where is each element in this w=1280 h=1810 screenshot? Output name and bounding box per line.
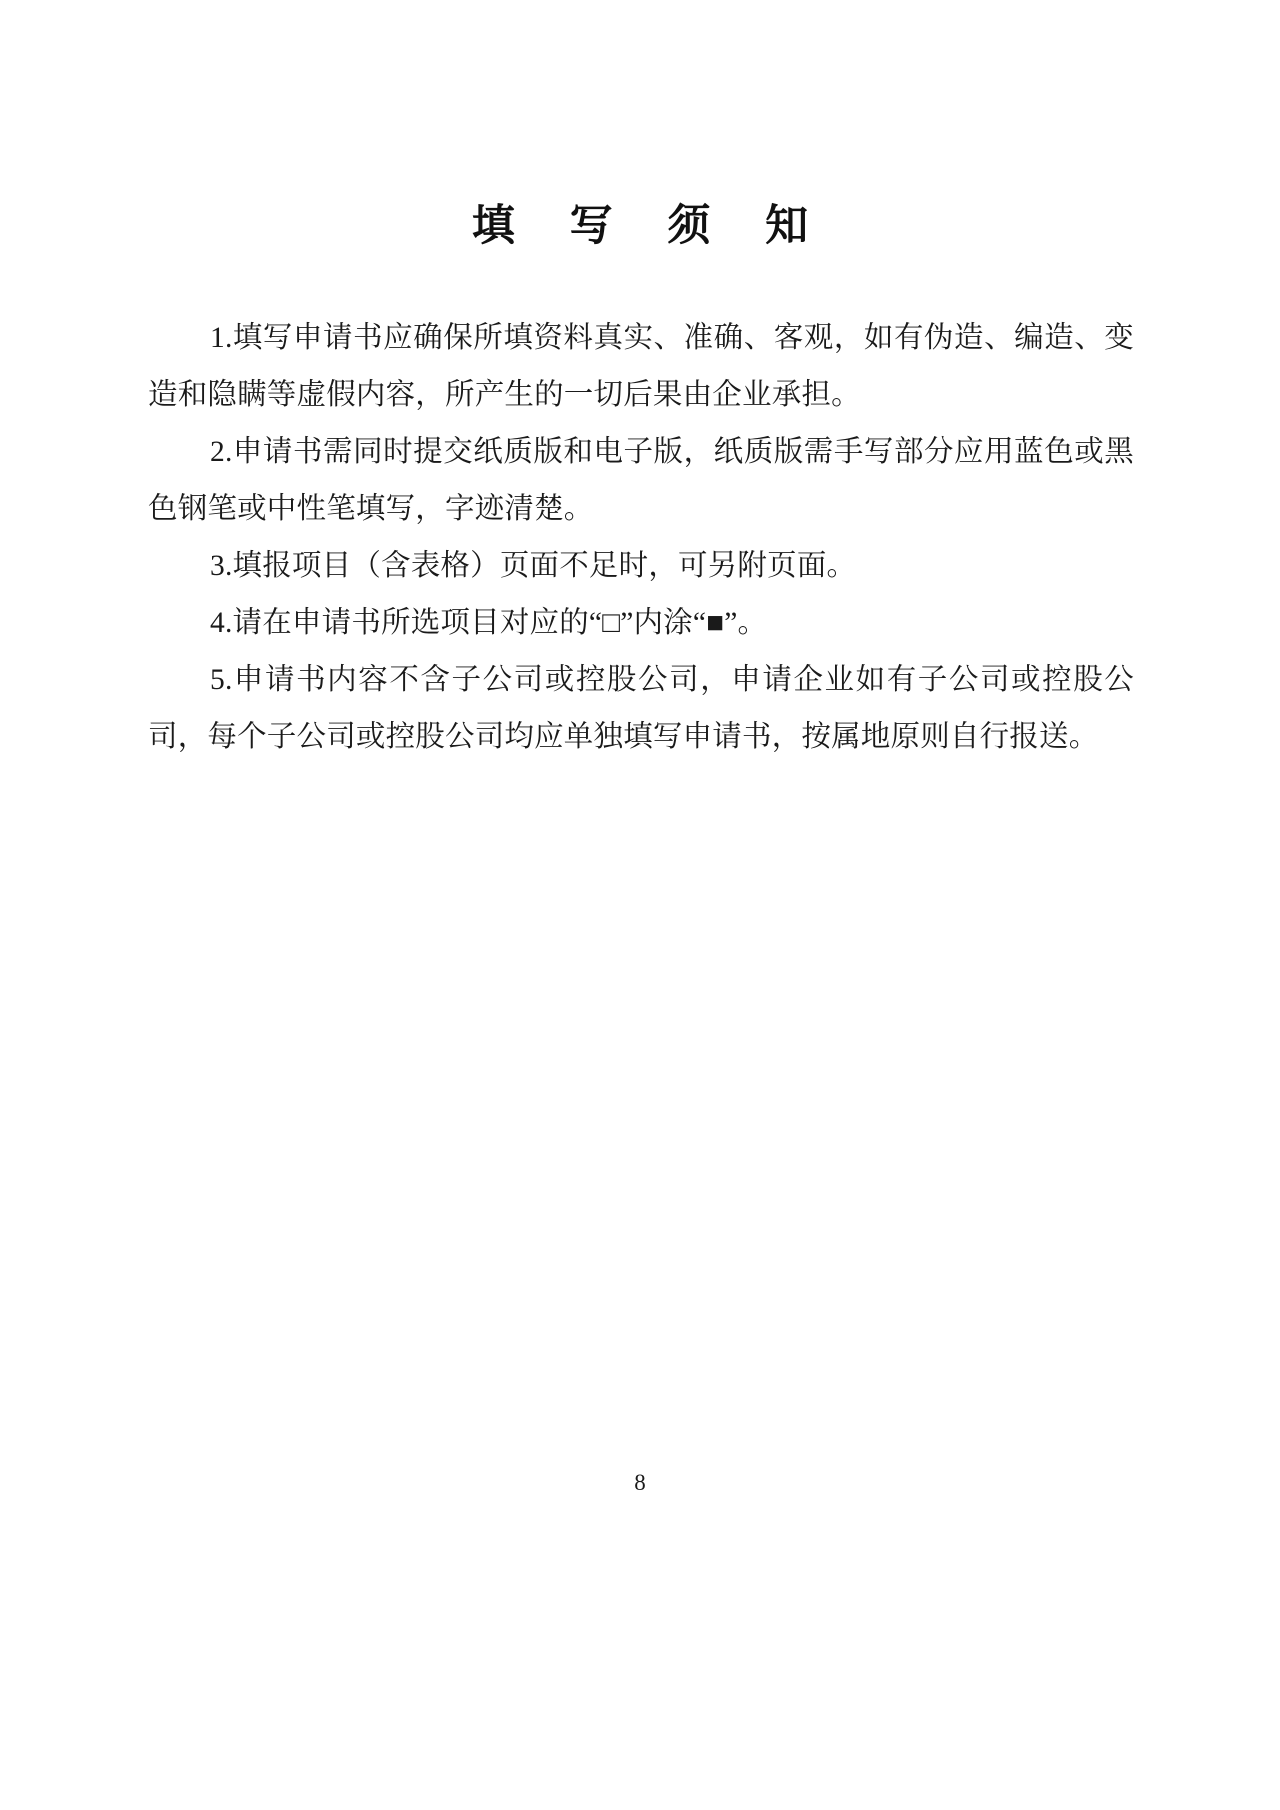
notice-paragraph-3: 3.填报项目（含表格）页面不足时，可另附页面。 — [210, 550, 857, 582]
page-number: 8 — [634, 1470, 646, 1495]
notice-paragraph-5: 5.申请书内容不含子公司或控股公司，申请企业如有子公司或控股公司，每个子公司或控股公司均应单独填写申请书，按属地原则自行报送。 — [148, 664, 1134, 753]
page-title: 填 写 须 知 — [471, 202, 831, 250]
notice-body — [148, 310, 1134, 766]
notice-paragraph-2: 2.申请书需同时提交纸质版和电子版，纸质版需手写部分应用蓝色或黑色钢笔或中性笔填写，字迹清楚。 — [148, 436, 1134, 525]
notice-paragraph-1: 1.填写申请书应确保所填资料真实、准确、客观，如有伪造、编造、变造和隐瞒等虚假内容，所产生的一切后果由企业承担。 — [148, 322, 1134, 411]
notice-paragraph-4: 4.请在申请书所选项目对应的“□”内涂“■”。 — [210, 607, 768, 639]
